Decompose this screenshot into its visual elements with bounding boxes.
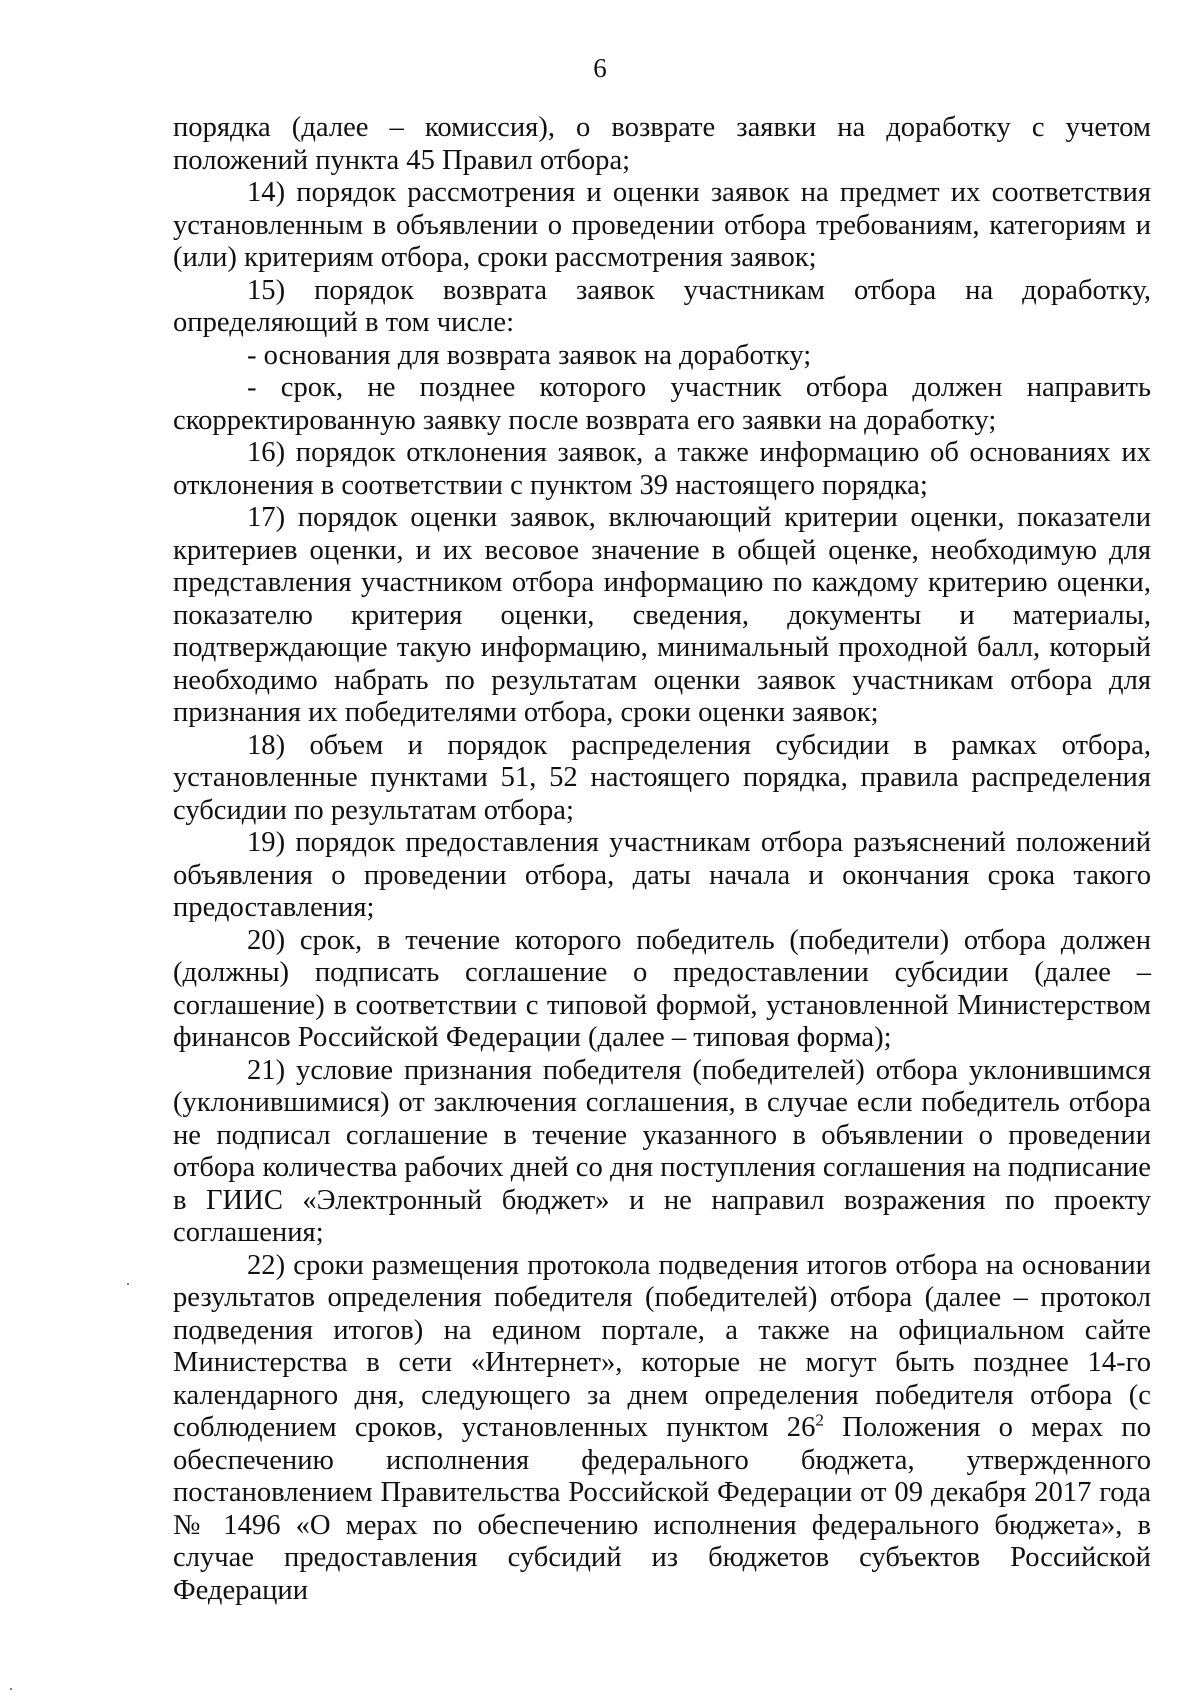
paragraph-continuation: порядка (далее – комиссия), о возврате заявки на доработку с учетом положений пункта 45 Правил отбора; bbox=[173, 112, 1151, 176]
scan-artifact-dot bbox=[127, 1283, 129, 1285]
paragraph-dash-deadline: - срок, не позднее которого участник отбора должен направить скорректированную заявку после возврата его заявки на доработку; bbox=[173, 372, 1151, 436]
paragraph-item-22-part-1: 22) сроки размещения протокола подведения итогов отбора на основании результатов определения победителя (победителей) отбора (далее – протокол подведения итогов) на едином портале, а также на официальном сайте Министерства в сети «Интернет», которые не могут быть позднее 14-го календарного дня, следующего за днем определения победителя отбора (с соблюдением сроков, установленных пунктом 26 bbox=[173, 1249, 1151, 1443]
paragraph-item-21: 21) условие признания победителя (победителей) отбора уклонившимся (уклонившимися) от заключения соглашения, в случае если победитель отбора не подписал соглашение в течение указанного в объявлении о проведении отбора количества рабочих дней со дня поступления соглашения на подписание в ГИИС «Электронный бюджет» и не направил возражения по проекту соглашения; bbox=[173, 1054, 1151, 1248]
superscript-mark: 2 bbox=[815, 1410, 824, 1430]
document-body bbox=[173, 112, 1151, 1607]
page-number: 6 bbox=[593, 53, 607, 83]
paragraph-dash-grounds: - основания для возврата заявок на доработку; bbox=[247, 339, 812, 371]
paragraph-item-19: 19) порядок предоставления участникам отбора разъяснений положений объявления о проведении отбора, даты начала и окончания срока такого предоставления; bbox=[173, 827, 1151, 923]
scan-artifact-dot bbox=[10, 1688, 12, 1690]
paragraph-item-14: 14) порядок рассмотрения и оценки заявок на предмет их соответствия установленным в объявлении о проведении отбора требованиям, категориям и (или) критериям отбора, сроки рассмотрения заявок; bbox=[173, 177, 1151, 273]
paragraph-item-16: 16) порядок отклонения заявок, а также информацию об основаниях их отклонения в соответствии с пунктом 39 настоящего порядка; bbox=[173, 437, 1151, 501]
paragraph-item-17: 17) порядок оценки заявок, включающий критерии оценки, показатели критериев оценки, и их весовое значение в общей оценке, необходимую для представления участником отбора информацию по каждому критерию оценки, показателю критерия оценки, сведения, документы и материалы, подтверждающие такую информацию, минимальный проходной балл, который необходимо набрать по результатам оценки заявок участникам отбора для признания их победителями отбора, сроки оценки заявок; bbox=[173, 502, 1151, 728]
paragraph-item-20: 20) срок, в течение которого победитель (победители) отбора должен (должны) подписать соглашение о предоставлении субсидии (далее – соглашение) в соответствии с типовой формой, установленной Министерством финансов Российской Федерации (далее – типовая форма); bbox=[173, 924, 1151, 1053]
paragraph-item-22-part-2: Положения о мерах по обеспечению исполнения федерального бюджета, утвержденного постановлением Правительства Российской Федерации от 09 декабря 2017 года № 1496 «О мерах по обеспечению исполнения федерального бюджета», в случае предоставления субсидий из бюджетов субъектов Российской Федерации bbox=[173, 1412, 1151, 1606]
paragraph-item-22 bbox=[173, 1250, 1151, 1608]
paragraph-item-15: 15) порядок возврата заявок участникам отбора на доработку, определяющий в том числе: bbox=[173, 274, 1151, 338]
paragraph-item-18: 18) объем и порядок распределения субсидии в рамках отбора, установленные пунктами 51, 52 настоящего порядка, правила распределения субсидии по результатам отбора; bbox=[173, 729, 1151, 826]
